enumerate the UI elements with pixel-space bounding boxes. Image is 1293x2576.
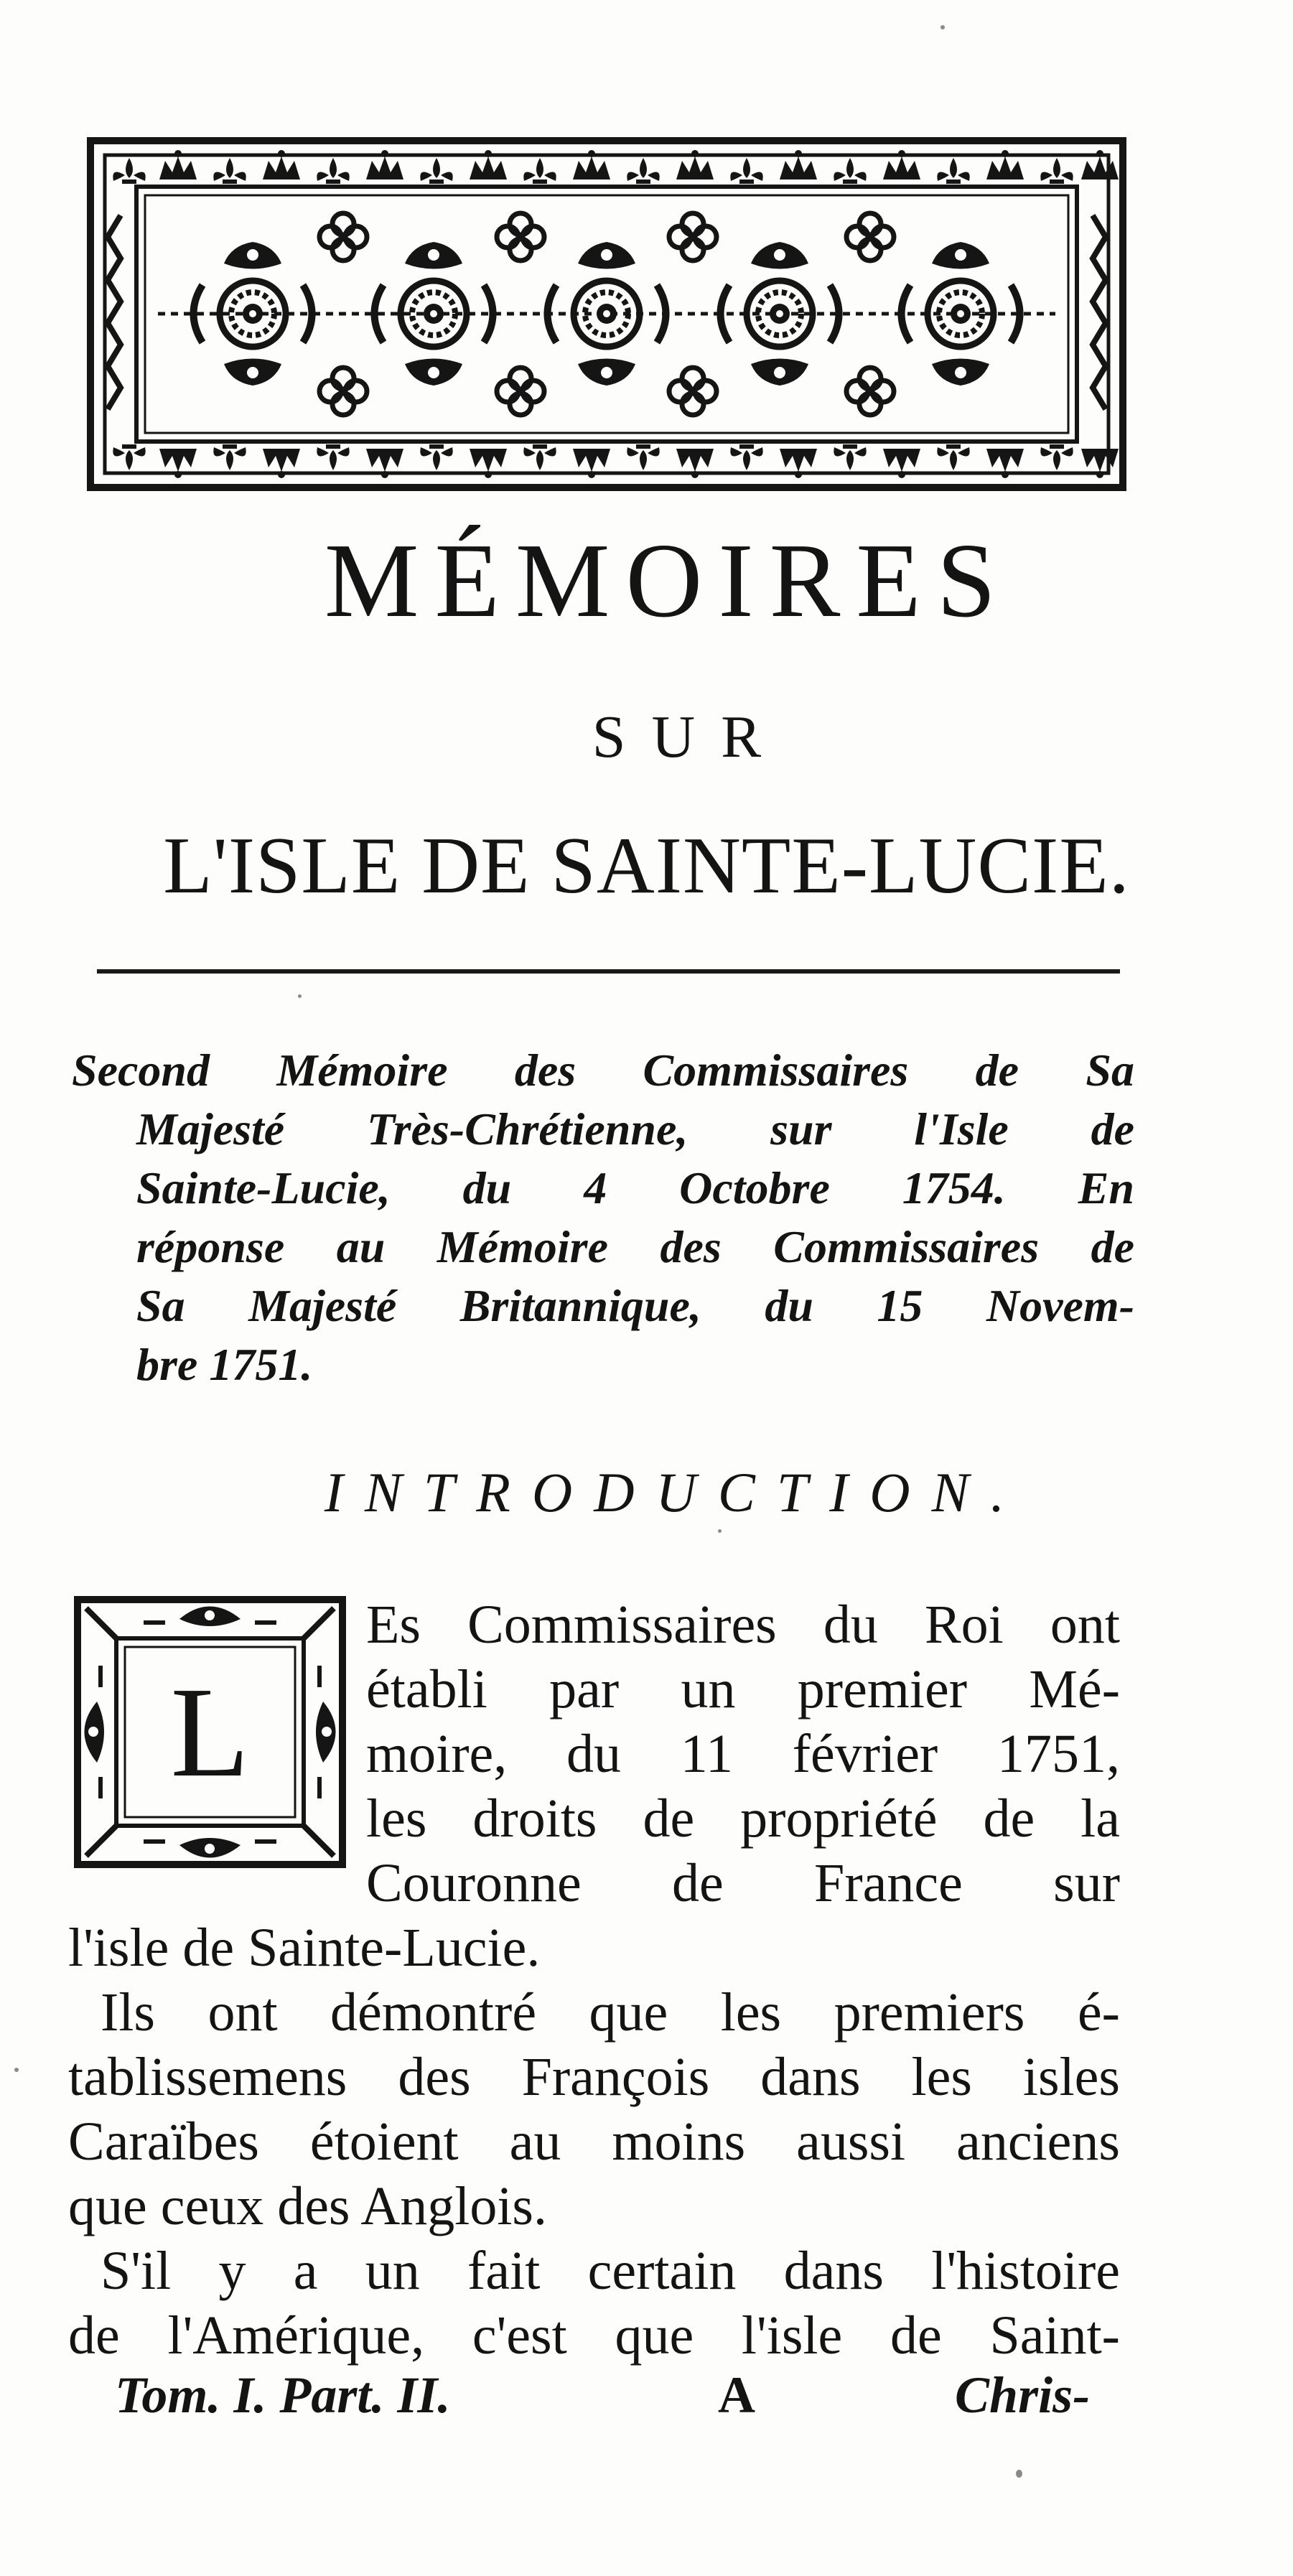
body-line: de l'Amérique, c'est que l'isle de Saint- [68, 2305, 1120, 2366]
paper-speck [718, 1529, 722, 1533]
body-line: établi par un premier Mé- [366, 1659, 1120, 1719]
body-line: les droits de propriété de la [366, 1788, 1120, 1849]
section-heading-introduction: INTRODUCTION. [324, 1461, 1027, 1523]
title-rule [97, 969, 1120, 974]
body-line: Couronne de France sur [366, 1853, 1120, 1913]
headpiece-ornament [86, 136, 1127, 492]
paper-speck [298, 994, 302, 998]
footer-volume: Tom. I. Part. II. [115, 2366, 451, 2424]
body-text [68, 1915, 1120, 2368]
subtitle-block [72, 1041, 1134, 1394]
body-line: tablissemens des François dans les isles [68, 2047, 1120, 2107]
body-line: l'isle de Sainte-Lucie. [68, 1918, 541, 1978]
footer-catchword: Chris- [955, 2366, 1091, 2424]
body-line: Ils ont démontré que les premiers é- [101, 1982, 1120, 2043]
subtitle-line: Second Mémoire des Commissaires de Sa [72, 1045, 1134, 1096]
ornamental-headpiece [86, 136, 1127, 492]
title-isle-de-sainte-lucie: L'ISLE DE SAINTE-LUCIE. [163, 821, 1130, 910]
footer-signature-mark: A [718, 2366, 755, 2424]
body-line: Es Commissaires du Roi ont [366, 1595, 1120, 1655]
body-line: que ceux des Anglois. [68, 2176, 548, 2236]
drop-cap [72, 1594, 348, 1870]
title-sur: SUR [592, 704, 788, 770]
paper-speck [14, 2068, 19, 2072]
body-text-beside-dropcap [366, 1592, 1120, 1915]
drop-cap-letter: L [170, 1661, 250, 1803]
subtitle-line: Majesté Très-Chrétienne, sur l'Isle de [136, 1103, 1134, 1154]
title-memoires: MÉMOIRES [324, 522, 1012, 640]
paper-speck [940, 25, 945, 29]
body-line: Caraïbes étoient au moins aussi anciens [68, 2111, 1120, 2172]
paper-speck [1016, 2470, 1022, 2478]
subtitle-line: Sainte-Lucie, du 4 Octobre 1754. En [136, 1162, 1134, 1213]
body-line: moire, du 11 février 1751, [366, 1724, 1120, 1784]
subtitle-line: bre 1751. [136, 1339, 313, 1390]
body-line: S'il y a un fait certain dans l'histoire [101, 2241, 1120, 2301]
subtitle-line: réponse au Mémoire des Commissaires de [136, 1221, 1134, 1272]
subtitle-line: Sa Majesté Britannique, du 15 Novem- [136, 1280, 1134, 1331]
